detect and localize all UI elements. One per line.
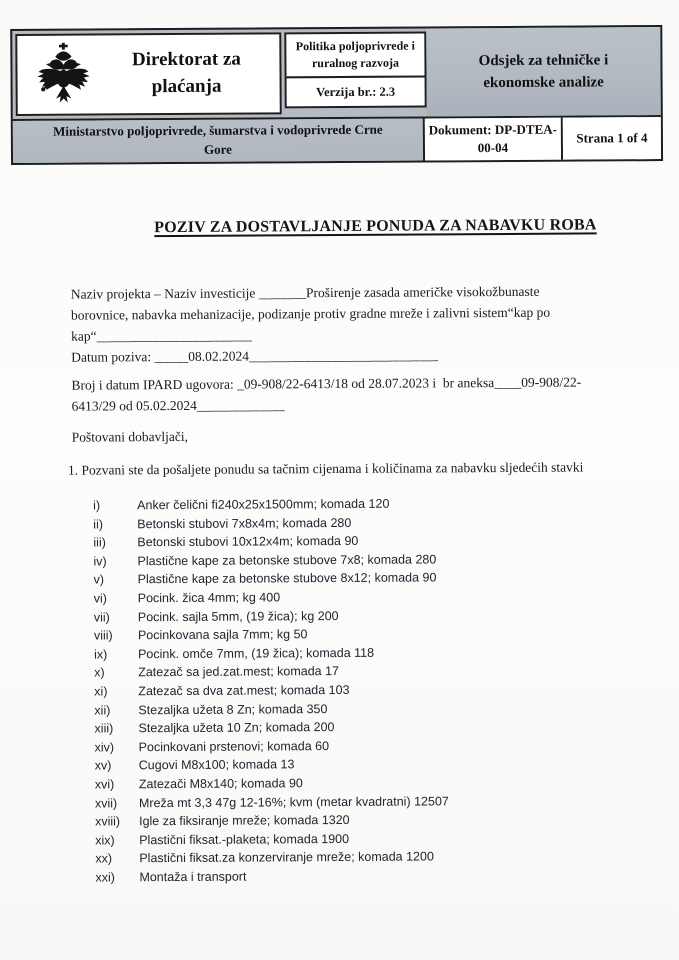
item-numeral: i) [93, 498, 101, 513]
list-item [94, 587, 448, 608]
item-text: Pocink. omče 7mm, (19 žica); komada 118 [138, 645, 375, 661]
item-text: Plastične kape za betonske stubove 8x12; komada 90 [137, 570, 437, 587]
item-numeral: xv) [94, 758, 112, 773]
item-numeral: xvii) [94, 795, 118, 810]
ministry-cell: Ministarstvo poljoprivrede, šumarstva i vodoprivrede Crne Gore [13, 118, 425, 163]
item-text: Betonski stubovi 7x8x4m; komada 280 [137, 515, 352, 531]
document-title: POZIV ZA DOSTAVLJANJE PONUDA ZA NABAVKU ROBA [154, 216, 597, 237]
item-text: Pocinkovana sajla 7mm; kg 50 [137, 627, 308, 643]
item-numeral: xi) [94, 684, 108, 699]
item-text: Zatezač sa jed.zat.mest; komada 17 [138, 664, 340, 680]
item-text: Cugovi M8x100; komada 13 [138, 757, 295, 773]
item-text: Zatezač sa dva zat.mest; komada 103 [138, 682, 350, 699]
version-label: Verzija br.: 2.3 [285, 75, 427, 108]
item-numeral: ix) [94, 647, 108, 662]
item-numeral: viii) [93, 628, 113, 643]
header-row-2 [13, 115, 661, 163]
list-item [94, 624, 448, 645]
policy-label: Politika poljoprivrede i ruralnog razvoja [284, 31, 426, 78]
montenegro-coat-of-arms-icon [33, 42, 93, 106]
list-item [95, 792, 449, 813]
item-numeral: xiv) [94, 740, 115, 755]
call-date-line: Datum poziva: _____08.02.2024____________________________ [71, 347, 439, 365]
directorate-cell [15, 32, 281, 116]
list-item [93, 532, 447, 553]
item-text: Plastični fiksat.-plaketa; komada 1900 [139, 831, 350, 847]
item-numeral: xii) [94, 702, 111, 718]
item-text: Betonski stubovi 10x12x4m; komada 90 [137, 534, 359, 550]
item-numeral: v) [93, 572, 105, 587]
item-text: Mreža mt 3,3 47g 12-16%; kvm (metar kvadratni) 12507 [138, 793, 449, 810]
department-cell: Odsjek za tehničke i ekonomske analize [426, 27, 661, 116]
list-item [93, 550, 447, 571]
item-numeral: iv) [93, 554, 107, 569]
list-item [94, 680, 448, 701]
directorate-title: Direktorat za plaćanja [131, 49, 241, 98]
invitation-intro-line: 1. Pozvani ste da pošaljete ponudu sa tačnim cijenama i količinama za nabavku sljedećih stavki [67, 459, 584, 478]
item-numeral: xviii) [95, 814, 121, 829]
list-item [95, 755, 449, 776]
header-row-1 [12, 27, 661, 119]
item-numeral: vii) [93, 609, 110, 625]
item-text: Stezaljka užeta 10 Zn; komada 200 [138, 720, 335, 736]
item-numeral: xvi) [94, 777, 115, 792]
salutation-line: Poštovani dobavljači, [71, 428, 189, 445]
document-number-cell: Dokument: DP-DTEA- 00-04 [425, 118, 563, 161]
list-item [93, 513, 447, 534]
list-item [94, 643, 448, 664]
list-item [95, 829, 449, 850]
list-item [93, 494, 447, 515]
item-text: Plastične kape za betonske stubove 7x8; komada 280 [137, 552, 437, 569]
list-item [95, 866, 449, 887]
item-text: Igle za fiksiranje mreže; komada 1320 [139, 813, 350, 829]
item-numeral: ii) [93, 517, 104, 532]
list-item [95, 773, 449, 794]
item-list [93, 494, 449, 887]
list-item [94, 717, 448, 738]
item-numeral: x) [94, 665, 105, 680]
item-text: Stezaljka užeta 8 Zn; komada 350 [138, 701, 328, 717]
list-item [94, 569, 448, 590]
item-numeral: vi) [93, 591, 107, 606]
project-name-paragraph: Naziv projekta – Naziv investicije _______Proširenje zasada američke visokožbunaste borovnice, nabavka mehanizacije, podizanje protiv gradne mreže i zalivni sistem“kap po kap“_______________________ [70, 283, 551, 344]
item-numeral: xxi) [95, 870, 115, 885]
document-header-table [10, 25, 663, 165]
list-item [94, 699, 448, 720]
item-numeral: xix) [95, 833, 115, 848]
list-item [95, 848, 449, 869]
policy-version-column [284, 28, 427, 117]
item-text: Pocink. sajla 5mm, (19 žica); kg 200 [137, 608, 339, 624]
list-item [95, 736, 449, 757]
item-text: Anker čelični fi240x25x1500mm; komada 120 [137, 496, 390, 513]
item-numeral: iii) [93, 535, 106, 550]
list-item [95, 810, 449, 831]
item-text: Plastični fiksat.za konzerviranje mreže; komada 1200 [139, 849, 434, 866]
item-text: Pocinkovani prstenovi; komada 60 [138, 738, 330, 754]
item-text: Pocink. žica 4mm; kg 400 [137, 590, 281, 606]
ipard-contract-paragraph: Broj i datum IPARD ugovora: _09-908/22-6413/18 od 28.07.2023 i br aneksa____09-908/22- 6413/29 od 05.02.2024_____________ [71, 374, 582, 414]
list-item [94, 606, 448, 627]
page-number-cell: Strana 1 of 4 [563, 117, 661, 160]
list-item [94, 662, 448, 683]
item-text: Zatezači M8x140; komada 90 [138, 776, 303, 792]
item-text: Montaža i transport [139, 869, 247, 885]
item-numeral: xiii) [94, 721, 114, 736]
item-numeral: xx) [95, 851, 113, 866]
